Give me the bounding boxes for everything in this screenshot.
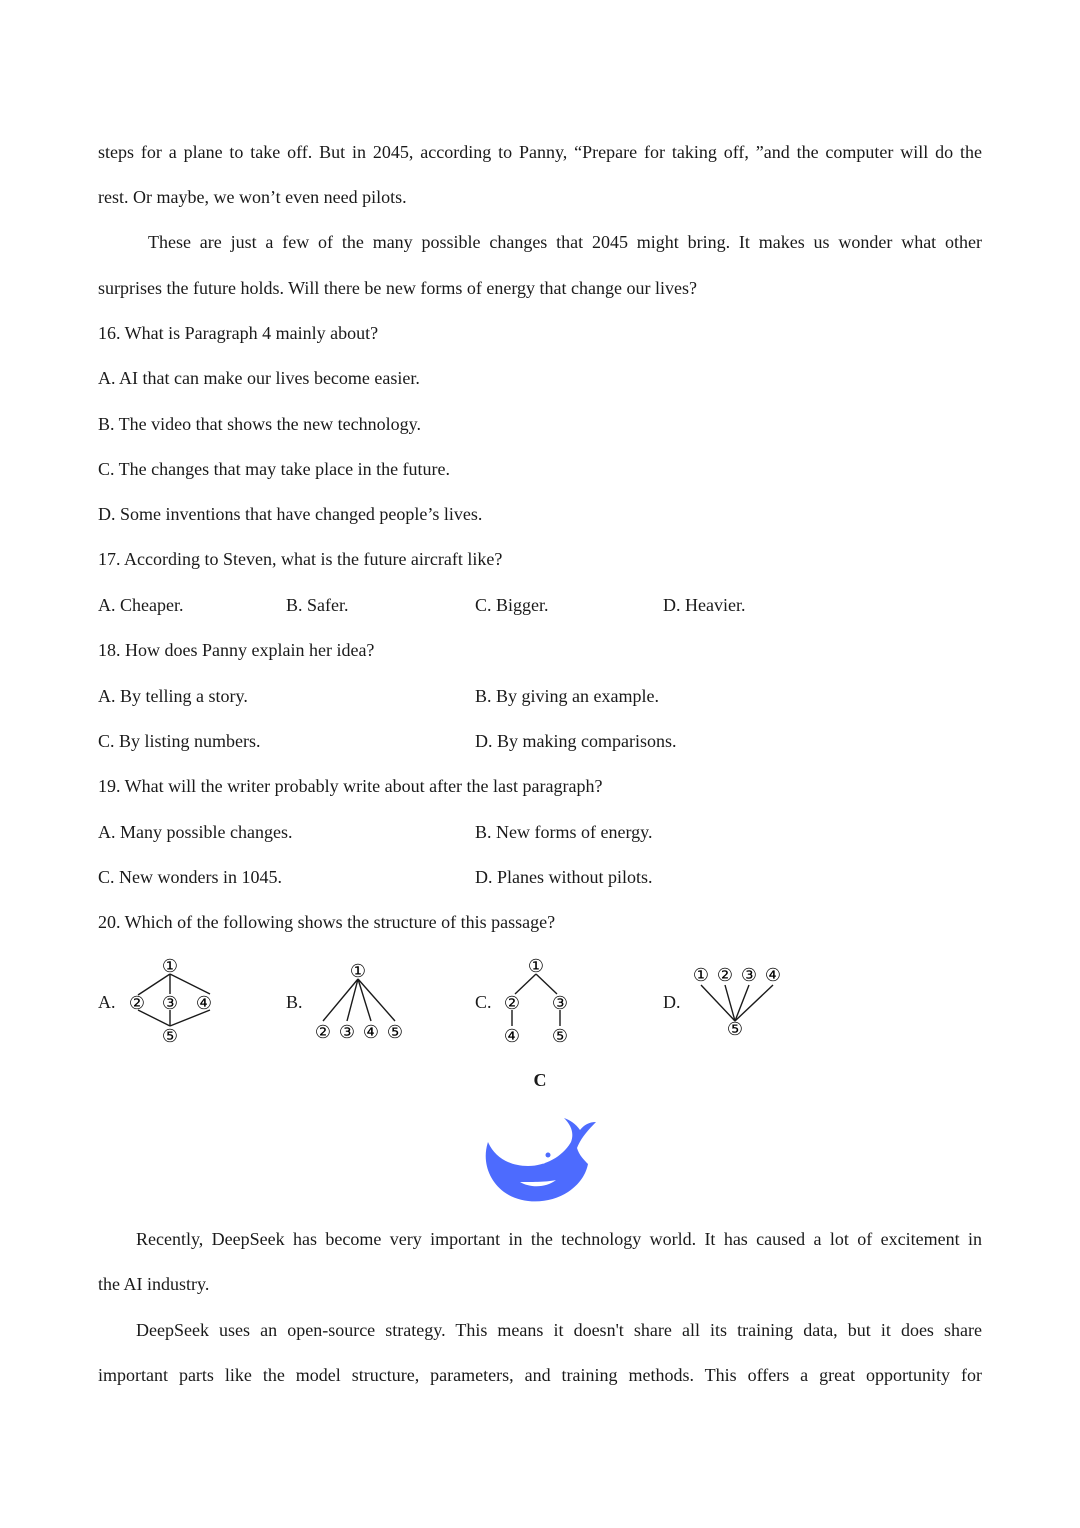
node-5: ⑤ bbox=[726, 1019, 744, 1040]
q20-option-b-label: B. bbox=[286, 992, 303, 1012]
node-5: ⑤ bbox=[161, 1026, 179, 1047]
node-3: ③ bbox=[740, 965, 758, 986]
q16-option-c: C. The changes that may take place in the future. bbox=[98, 459, 451, 479]
q18-option-a: A. By telling a story. bbox=[98, 686, 248, 706]
passage-c-line: the AI industry. bbox=[98, 1274, 210, 1294]
q18-option-b: B. By giving an example. bbox=[475, 686, 659, 706]
passage-c-line: Recently, DeepSeek has become very important in the technology world. It has caused a lot of excitement in bbox=[136, 1229, 982, 1249]
structure-diagram-a bbox=[120, 950, 220, 1050]
q18-option-c: C. By listing numbers. bbox=[98, 731, 261, 751]
node-4: ④ bbox=[362, 1022, 380, 1043]
structure-diagram-d bbox=[685, 955, 795, 1045]
question-19-stem: 19. What will the writer probably write about after the last paragraph? bbox=[98, 776, 603, 796]
node-1: ① bbox=[349, 961, 367, 982]
q17-option-c: C. Bigger. bbox=[475, 595, 549, 615]
question-18-stem: 18. How does Panny explain her idea? bbox=[98, 640, 375, 660]
question-17-stem: 17. According to Steven, what is the future aircraft like? bbox=[98, 549, 503, 569]
question-16-stem: 16. What is Paragraph 4 mainly about? bbox=[98, 323, 379, 343]
q19-option-b: B. New forms of energy. bbox=[475, 822, 653, 842]
q18-option-d: D. By making comparisons. bbox=[475, 731, 677, 751]
node-5: ⑤ bbox=[386, 1022, 404, 1043]
node-3: ③ bbox=[338, 1022, 356, 1043]
node-3: ③ bbox=[161, 993, 179, 1014]
q16-option-a: A. AI that can make our lives become easier. bbox=[98, 368, 420, 388]
node-2: ② bbox=[503, 993, 521, 1014]
node-1: ① bbox=[527, 956, 545, 977]
q19-option-d: D. Planes without pilots. bbox=[475, 867, 653, 887]
q20-option-c-label: C. bbox=[475, 992, 492, 1012]
q17-option-b: B. Safer. bbox=[286, 595, 349, 615]
node-4: ④ bbox=[764, 965, 782, 986]
q20-option-d-label: D. bbox=[663, 992, 681, 1012]
node-2: ② bbox=[716, 965, 734, 986]
node-2: ② bbox=[128, 993, 146, 1014]
node-4: ④ bbox=[503, 1026, 521, 1047]
passage-c-line: DeepSeek uses an open-source strategy. This means it doesn't share all its training data, but it does share bbox=[136, 1320, 982, 1340]
passage-line: These are just a few of the many possible changes that 2045 might bring. It makes us wonder what other bbox=[148, 232, 982, 252]
passage-c-line: important parts like the model structure, parameters, and training methods. This offers a great opportunity for bbox=[98, 1365, 982, 1385]
section-c-heading: C bbox=[533, 1070, 547, 1090]
q20-option-a-label: A. bbox=[98, 992, 116, 1012]
q16-option-d: D. Some inventions that have changed people’s lives. bbox=[98, 504, 483, 524]
node-1: ① bbox=[161, 956, 179, 977]
q19-option-c: C. New wonders in 1045. bbox=[98, 867, 282, 887]
node-4: ④ bbox=[195, 993, 213, 1014]
structure-diagram-c bbox=[495, 950, 585, 1050]
q17-option-d: D. Heavier. bbox=[663, 595, 746, 615]
question-20-stem: 20. Which of the following shows the structure of this passage? bbox=[98, 912, 556, 932]
node-5: ⑤ bbox=[551, 1026, 569, 1047]
structure-diagram-b bbox=[305, 955, 415, 1045]
node-2: ② bbox=[314, 1022, 332, 1043]
passage-line: surprises the future holds. Will there be new forms of energy that change our lives? bbox=[98, 278, 697, 298]
q19-option-a: A. Many possible changes. bbox=[98, 822, 293, 842]
q17-option-a: A. Cheaper. bbox=[98, 595, 184, 615]
node-1: ① bbox=[692, 965, 710, 986]
deepseek-whale-icon bbox=[480, 1108, 602, 1204]
passage-line: steps for a plane to take off. But in 2045, according to Panny, “Prepare for taking off, ”and the computer will do the bbox=[98, 142, 982, 162]
node-3: ③ bbox=[551, 993, 569, 1014]
q16-option-b: B. The video that shows the new technology. bbox=[98, 414, 421, 434]
passage-line: rest. Or maybe, we won’t even need pilots. bbox=[98, 187, 407, 207]
